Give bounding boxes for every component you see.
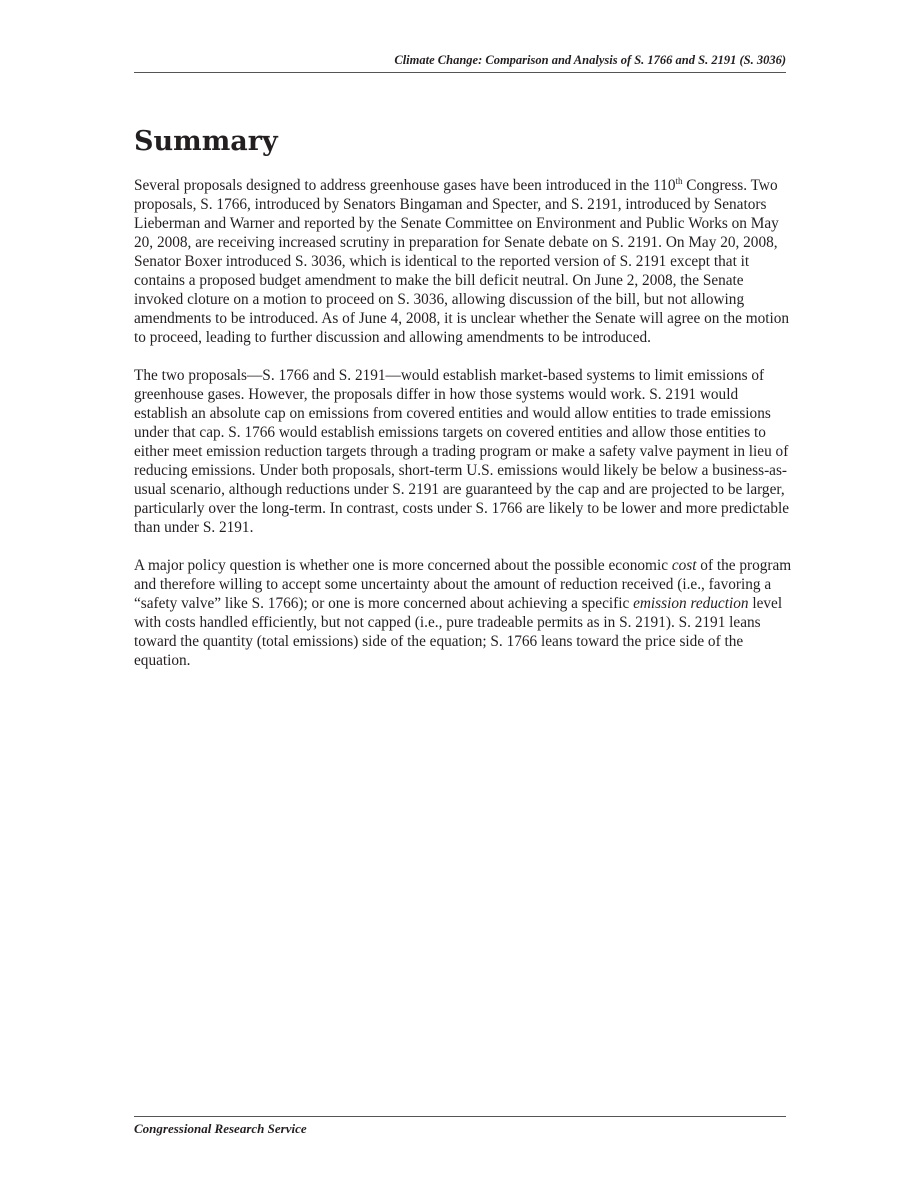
footer-divider <box>134 1116 786 1117</box>
emphasis-cost: cost <box>671 557 697 574</box>
ordinal-superscript: th <box>675 176 683 186</box>
paragraph-3-text-2: of the program and therefore willing to accept some uncertainty about the amount of reduction received (i.e., favoring a “safety valve” like S. 1766); or one is more concerned about achieving a specific <box>134 557 792 612</box>
summary-paragraph-2: The two proposals—S. 1766 and S. 2191—would establish market-based systems to limit emissions of greenhouse gases. However, the proposals differ in how those systems would work. S. 2191 would establish an absolute cap on emissions from covered entities and would allow entities to trade emissions under that cap. S. 1766 would establish emissions targets on covered entities and allow those entities to either meet emission reduction targets through a trading program or make a safety valve payment in lieu of reducing emissions. Under both proposals, short-term U.S. emissions would likely be below a business-as-usual scenario, although reductions under S. 2191 are guaranteed by the cap and are projected to be larger, particularly over the long-term. In contrast, costs under S. 1766 are likely to be lower and more predictable than under S. 2191. <box>134 367 790 536</box>
running-footer: Congressional Research Service <box>134 1121 307 1136</box>
paragraph-3-text-1: A major policy question is whether one is more concerned about the possible economic <box>134 557 672 574</box>
paragraph-1-text-end: Congress. Two proposals, S. 1766, introduced by Senators Bingaman and Specter, and S. 2191, introduced by Senators Lieberman and Warner and reported by the Senate Committee on Environment and Public Works on May 20, 2008, are receiving increased scrutiny in preparation for Senate debate on S. 2191. On May 20, 2008, Senator Boxer introduced S. 3036, which is identical to the reported version of S. 2191 except that it contains a proposed budget amendment to make the bill deficit neutral. On June 2, 2008, the Senate invoked cloture on a motion to proceed on S. 3036, allowing discussion of the bill, but not allowing amendments to be introduced. As of June 4, 2008, it is unclear whether the Senate will agree on the motion to proceed, leading to further discussion and allowing amendments to be introduced. <box>134 177 790 346</box>
emphasis-emission-reduction: emission reduction <box>633 595 749 612</box>
header-divider <box>134 72 786 73</box>
summary-body <box>134 176 794 689</box>
summary-paragraph-1 <box>134 176 794 347</box>
paragraph-1-text-start: Several proposals designed to address greenhouse gases have been introduced in the 110 <box>134 177 676 194</box>
summary-paragraph-3 <box>134 556 794 670</box>
paragraph-3-text-3: level with costs handled efficiently, but not capped (i.e., pure tradeable permits as in S. 2191). S. 2191 leans toward the quantity (total emissions) side of the equation; S. 1766 leans toward the price side of the equation. <box>134 595 783 669</box>
running-header: Climate Change: Comparison and Analysis of S. 1766 and S. 2191 (S. 3036) <box>394 53 786 67</box>
page-title: Summary <box>134 126 278 157</box>
